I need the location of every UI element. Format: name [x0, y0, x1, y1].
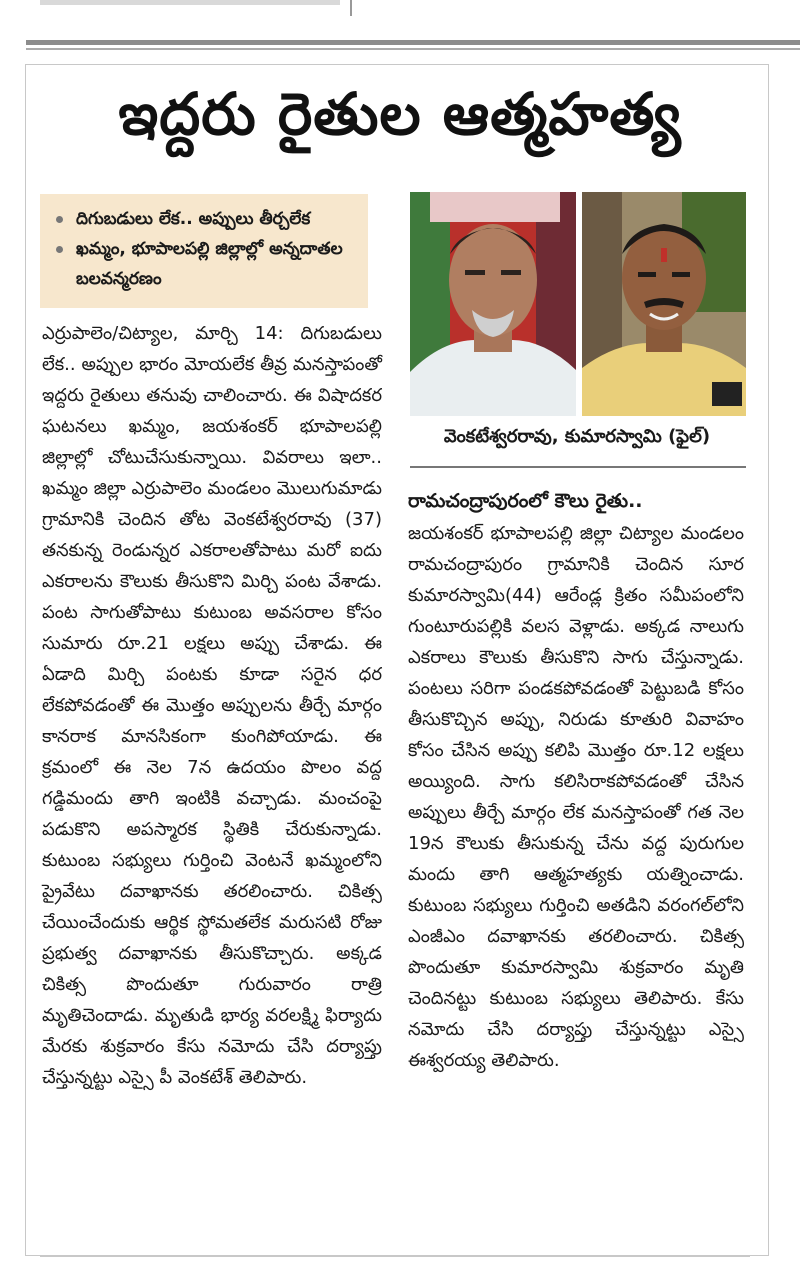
caption-rule — [410, 466, 746, 468]
section-rule-thin — [26, 48, 800, 50]
subhead-text: ఖమ్మం, భూపాలపల్లి జిల్లాల్లో అన్నదాతల బలవన్మరణం — [76, 239, 343, 289]
bullet-icon — [56, 246, 63, 253]
bullet-icon — [56, 216, 63, 223]
right-column-body — [408, 518, 744, 1076]
section-rule-thick — [26, 40, 800, 45]
photo-caption: వెంకటేశ్వరరావు, కుమారస్వామి (ఫైల్) — [443, 426, 711, 447]
column-divider — [350, 0, 352, 16]
bottom-rule — [40, 1256, 750, 1257]
photo-kumaraswamy — [582, 192, 746, 416]
subhead-item — [54, 204, 368, 234]
subhead-text: దిగుబడులు లేక.. అప్పులు తీర్చలేక — [76, 209, 311, 229]
right-column-text: జయశంకర్ భూపాలపల్లి జిల్లా చిట్యాల మండలం రామచంద్రాపురం గ్రామానికి చెందిన సూర కుమారస్వామి(44) ఆరేండ్ల క్రితం సమీపంలోని గుంటూరుపల్లికి వలస వెళ్లాడు. అక్కడ నాలుగు ఎకరాలు కౌలుకు తీసుకొని సాగు చేస్తున్నాడు. పంటలు సరిగా పండకపోవడంతో పెట్టుబడి కోసం తీసుకొచ్చిన అప్పు, నిరుడు కూతురి వివాహం కోసం చేసిన అప్పు కలిపి మొత్తం రూ.12 లక్షలు అయ్యింది. సాగు కలిసిరాకపోవడంతో చేసిన అప్పులు తీర్చే మార్గం లేక మనస్తాపంతో గత నెల 19న కౌలుకు తీసుకున్న చేను వద్ద పురుగుల మందు తాగి ఆత్మహత్యకు యత్నించాడు. కుటుంబ సభ్యులు గుర్తించి అతడిని వరంగల్‌లోని ఎంజీఎం దవాఖానకు తరలించారు. చికిత్స పొందుతూ కుమారస్వామి శుక్రవారం మృతి చెందినట్టు కుటుంబ సభ్యులు తెలిపారు. కేసు నమోదు చేసి దర్యాప్తు చేస్తున్నట్టు ఎస్సై ఈశ్వరయ్య తెలిపారు. — [408, 523, 744, 1071]
previous-article-strip — [0, 0, 800, 20]
photo-venkateswara-rao — [410, 192, 576, 416]
cropped-text-remnant — [40, 0, 340, 5]
subhead-box — [40, 194, 368, 308]
right-column-subhead: రామచంద్రాపురంలో కౌలు రైతు.. — [408, 490, 643, 512]
left-column-text: ఎర్రుపాలెం/చిట్యాల, మార్చి 14: దిగుబడులు లేక.. అప్పుల భారం మోయలేక తీవ్ర మనస్తాపంతో ఇద్దరు రైతులు తనువు చాలించారు. ఈ విషాదకర ఘటనలు ఖమ్మం, జయశంకర్ భూపాలపల్లి జిల్లాల్లో చోటుచేసుకున్నాయి. వివరాలు ఇలా.. ఖమ్మం జిల్లా ఎర్రుపాలెం మండలం మొలుగుమాడు గ్రామానికి చెందిన తోట వెంకటేశ్వరరావు (37) తనకున్న రెండున్నర ఎకరాలతోపాటు మరో ఐదు ఎకరాలను కౌలుకు తీసుకొని మిర్చి పంట వేశాడు. పంట సాగుతోపాటు కుటుంబ అవసరాల కోసం సుమారు రూ.21 లక్షలు అప్పు చేశాడు. ఈ ఏడాది మిర్చి పంటకు కూడా సరైన ధర లేకపోవడంతో ఈ మొత్తం అప్పులను తీర్చే మార్గం కానరాక మానసికంగా కుంగిపోయాడు. ఈ క్రమంలో ఈ నెల 7న ఉదయం పొలం వద్ద గడ్డిమందు తాగి ఇంటికి వచ్చాడు. మంచంపై పడుకొని అపస్మారక స్థితికి చేరుకున్నాడు. కుటుంబ సభ్యులు గుర్తించి వెంటనే ఖమ్మంలోని ప్రైవేటు దవాఖానకు తరలించారు. చికిత్స చేయించేందుకు ఆర్థిక స్థోమతలేక మరుసటి రోజు ప్రభుత్వ దవాఖానకు తీసుకొచ్చారు. అక్కడ చికిత్స పొందుతూ గురువారం రాత్రి మృతిచెందాడు. మృతుడి భార్య వరలక్ష్మి ఫిర్యాదు మేరకు శుక్రవారం కేసు నమోదు చేసి దర్యాప్తు చేస్తున్నట్టు ఎస్సై పీ వెంకటేశ్ తెలిపారు. — [42, 323, 382, 1088]
subhead-item — [54, 234, 368, 294]
left-column-body — [42, 318, 382, 1093]
article-headline: ఇద్దరు రైతుల ఆత్మహత్య — [118, 80, 682, 148]
